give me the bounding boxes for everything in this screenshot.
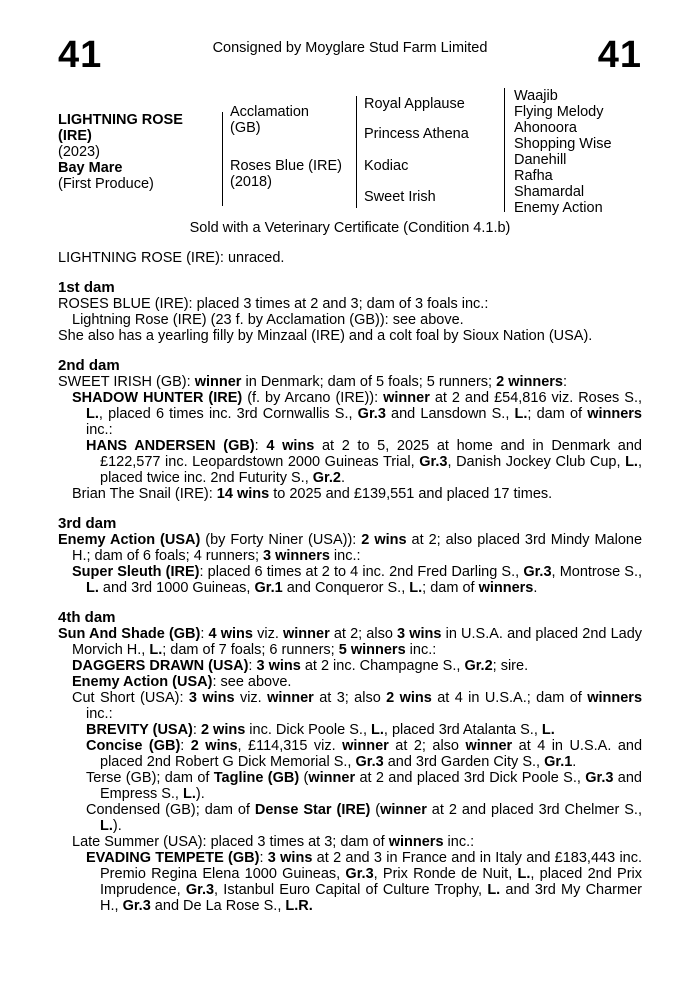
pedigree-table <box>58 86 648 214</box>
ggp-5: Danehill <box>514 152 567 168</box>
horse-identity <box>58 112 218 192</box>
horse-description: Bay Mare <box>58 160 123 176</box>
super-sleuth-entry: Super Sleuth (IRE): placed 6 times at 2 to 4 inc. 2nd Fred Darling S., Gr.3, Montrose S., L. and 3rd 1000 Guineas, Gr.1 and Conqueror S., L.; dam of winners. <box>72 564 643 596</box>
concise-entry: Concise (GB): 2 wins, £114,315 viz. winner at 2; also winner at 4 in U.S.A. and placed 2nd Robert G Dick Memorial S., Gr.3 and 3rd Garden City S., Gr.1. <box>86 738 643 770</box>
catalogue-body <box>58 250 642 914</box>
daggers-drawn-entry: DAGGERS DRAWN (USA): 3 wins at 2 inc. Champagne S., Gr.2; sire. <box>72 658 529 674</box>
ggp-8: Enemy Action <box>514 200 603 216</box>
second-dam-entry: SWEET IRISH (GB): winner in Denmark; dam of 5 foals; 5 runners; 2 winners: <box>58 374 568 390</box>
heading-4th-dam: 4th dam <box>58 609 116 626</box>
sire-name: Acclamation <box>230 104 309 120</box>
race-record: LIGHTNING ROSE (IRE): unraced. <box>58 250 285 266</box>
fourth-dam-entry: Sun And Shade (GB): 4 wins viz. winner at 2; also 3 wins in U.S.A. and placed 2nd Lady Morvich H., L.; dam of 7 foals; 6 runners; 5 winners inc.: <box>58 626 643 658</box>
ggp-7: Shamardal <box>514 184 585 200</box>
vet-certificate-note: Sold with a Veterinary Certificate (Condition 4.1.b) <box>189 220 511 236</box>
hans-andersen-entry: HANS ANDERSEN (GB): 4 wins at 2 to 5, 2025 at home and in Denmark and £122,577 inc. Leopardstown 2000 Guineas Trial, Gr.3, Danish Jockey Club Cup, L., placed twice inc. 2nd Futurity S., Gr.2. <box>86 438 642 486</box>
third-dam-entry: Enemy Action (USA) (by Forty Niner (USA)): 2 wins at 2; also placed 3rd Mindy Malone H.; dam of 6 foals; 4 runners; 3 winners inc.: <box>58 532 643 564</box>
heading-2nd-dam: 2nd dam <box>58 357 120 374</box>
cut-short-entry: Cut Short (USA): 3 wins viz. winner at 3; also 2 wins at 4 in U.S.A.; dam of winners inc.: <box>72 690 643 722</box>
heading-3rd-dam: 3rd dam <box>58 515 117 532</box>
grandparent-3: Kodiac <box>364 158 409 174</box>
horse-year: (2023) <box>58 144 100 160</box>
condensed-entry: Condensed (GB); dam of Dense Star (IRE) (winner at 2 and placed 3rd Chelmer S., L.). <box>86 802 642 834</box>
first-dam-entry: ROSES BLUE (IRE): placed 3 times at 2 and 3; dam of 3 foals inc.: <box>58 296 489 312</box>
ggp-1: Waajib <box>514 88 558 104</box>
late-summer-entry: Late Summer (USA): placed 3 times at 3; dam of winners inc.: <box>72 834 475 850</box>
dam-name: Roses Blue (IRE) <box>230 158 343 174</box>
pedigree-divider-1 <box>222 112 223 206</box>
pedigree-divider-2 <box>356 96 357 208</box>
ggp-6: Rafha <box>514 168 553 184</box>
brian-the-snail-entry: Brian The Snail (IRE): 14 wins to 2025 and £139,551 and placed 17 times. <box>72 486 553 502</box>
shadow-hunter-entry: SHADOW HUNTER (IRE) (f. by Arcano (IRE)): winner at 2 and £54,816 viz. Roses S., L., placed 6 times inc. 3rd Cornwallis S., Gr.3 and Lansdown S., L.; dam of winners inc.: <box>72 390 642 438</box>
grandparent-2: Princess Athena <box>364 126 469 142</box>
dam-year: (2018) <box>230 174 272 190</box>
enemy-action-ref: Enemy Action (USA): see above. <box>72 674 292 690</box>
ggp-4: Shopping Wise <box>514 136 612 152</box>
first-dam-foal: Lightning Rose (IRE) (23 f. by Acclamation (GB)): see above. <box>72 312 464 328</box>
evading-tempete-entry: EVADING TEMPETE (GB): 3 wins at 2 and 3 in France and in Italy and £183,443 inc. Premio Regina Elena 1000 Guineas, Gr.3, Prix Ronde de Nuit, L., placed 2nd Prix Imprudence, Gr.3, Istanbul Euro Capital of Culture Trophy, L. and 3rd My Charmer H., Gr.3 and De La Rose S., L.R. <box>86 850 643 914</box>
pedigree-divider-3 <box>504 88 505 212</box>
lot-number-left: 41 <box>58 34 103 76</box>
heading-1st-dam: 1st dam <box>58 279 115 296</box>
lot-number-right: 41 <box>597 34 642 76</box>
horse-name-line1: LIGHTNING ROSE <box>58 112 183 128</box>
pedigree-dam <box>230 158 342 190</box>
brevity-entry: BREVITY (USA): 2 wins inc. Dick Poole S., L., placed 3rd Atalanta S., L. <box>86 722 555 738</box>
first-dam-note: She also has a yearling filly by Minzaal (IRE) and a colt foal by Sioux Nation (USA). <box>58 328 593 344</box>
horse-name-line2: (IRE) <box>58 128 92 144</box>
grandparent-4: Sweet Irish <box>364 189 436 205</box>
pedigree-sire <box>230 104 309 136</box>
consignor: Consigned by Moyglare Stud Farm Limited <box>212 40 488 56</box>
sire-origin: (GB) <box>230 120 261 136</box>
horse-note: (First Produce) <box>58 176 154 192</box>
ggp-2: Flying Melody <box>514 104 604 120</box>
grandparent-1: Royal Applause <box>364 96 465 112</box>
great-grandparents <box>514 88 612 216</box>
terse-entry: Terse (GB); dam of Tagline (GB) (winner at 2 and placed 3rd Dick Poole S., Gr.3 and Empress S., L.). <box>86 770 642 802</box>
ggp-3: Ahonoora <box>514 120 577 136</box>
